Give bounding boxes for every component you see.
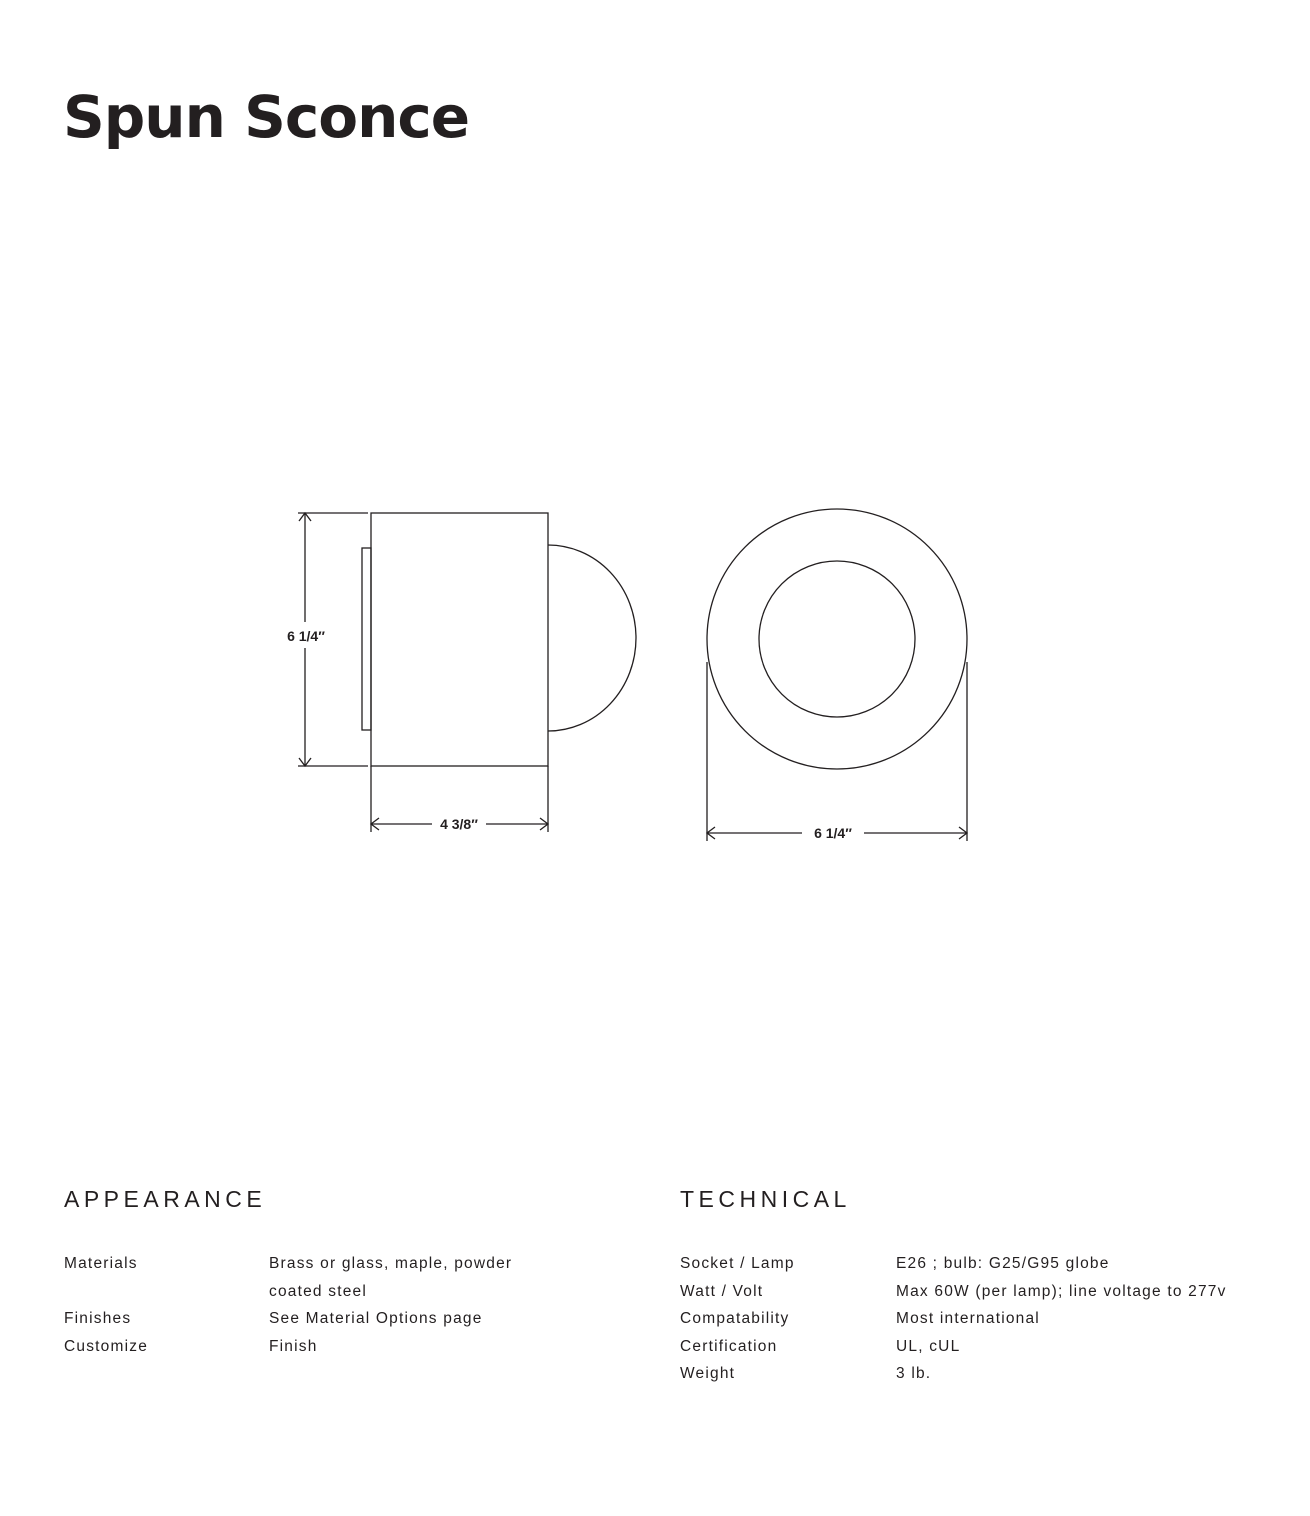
- spec-label: Certification: [680, 1337, 778, 1355]
- spec-label: Socket / Lamp: [680, 1255, 795, 1272]
- spec-row-certification: [680, 1333, 1296, 1361]
- wall-plate: [362, 548, 371, 730]
- spec-row-watt-volt: [680, 1278, 1296, 1306]
- side-depth-label: 4 3/8″: [440, 816, 478, 832]
- page-title: Spun Sconce: [63, 83, 470, 151]
- side-body: [371, 513, 548, 766]
- appearance-specs: [64, 1250, 559, 1360]
- spec-row-compatability: [680, 1305, 1296, 1333]
- spec-value: See Material Options page: [269, 1310, 483, 1327]
- front-view: [707, 509, 967, 841]
- spec-value: Brass or glass, maple, powder coated steel: [269, 1255, 513, 1300]
- outer-ring: [707, 509, 967, 769]
- front-diameter-label: 6 1/4″: [814, 825, 852, 841]
- appearance-heading: APPEARANCE: [64, 1186, 267, 1212]
- spec-row-finishes: [64, 1305, 559, 1333]
- spec-value: UL, cUL: [896, 1337, 961, 1355]
- spec-value: 3 lb.: [896, 1365, 932, 1382]
- spec-row-materials: [64, 1250, 559, 1305]
- spec-label: Weight: [680, 1365, 736, 1382]
- spec-value: Finish: [269, 1337, 318, 1355]
- spec-row-socket-lamp: [680, 1250, 1296, 1278]
- spec-value: E26 ; bulb: G25/G95 globe: [896, 1255, 1110, 1272]
- spec-value: Most international: [896, 1310, 1040, 1327]
- spec-row-customize: [64, 1333, 559, 1361]
- side-view: [287, 513, 636, 832]
- globe-profile: [548, 545, 636, 731]
- inner-globe: [759, 561, 915, 717]
- spec-label: Finishes: [64, 1310, 132, 1327]
- spec-value: Max 60W (per lamp); line voltage to 277v: [896, 1282, 1227, 1300]
- spec-row-weight: [680, 1360, 1296, 1388]
- spec-label: Materials: [64, 1255, 138, 1272]
- spec-label: Customize: [64, 1337, 149, 1355]
- spec-label: Watt / Volt: [680, 1282, 764, 1300]
- side-height-label: 6 1/4″: [287, 628, 325, 644]
- technical-heading: TECHNICAL: [680, 1186, 851, 1212]
- spec-label: Compatability: [680, 1310, 790, 1327]
- technical-specs: [680, 1250, 1296, 1388]
